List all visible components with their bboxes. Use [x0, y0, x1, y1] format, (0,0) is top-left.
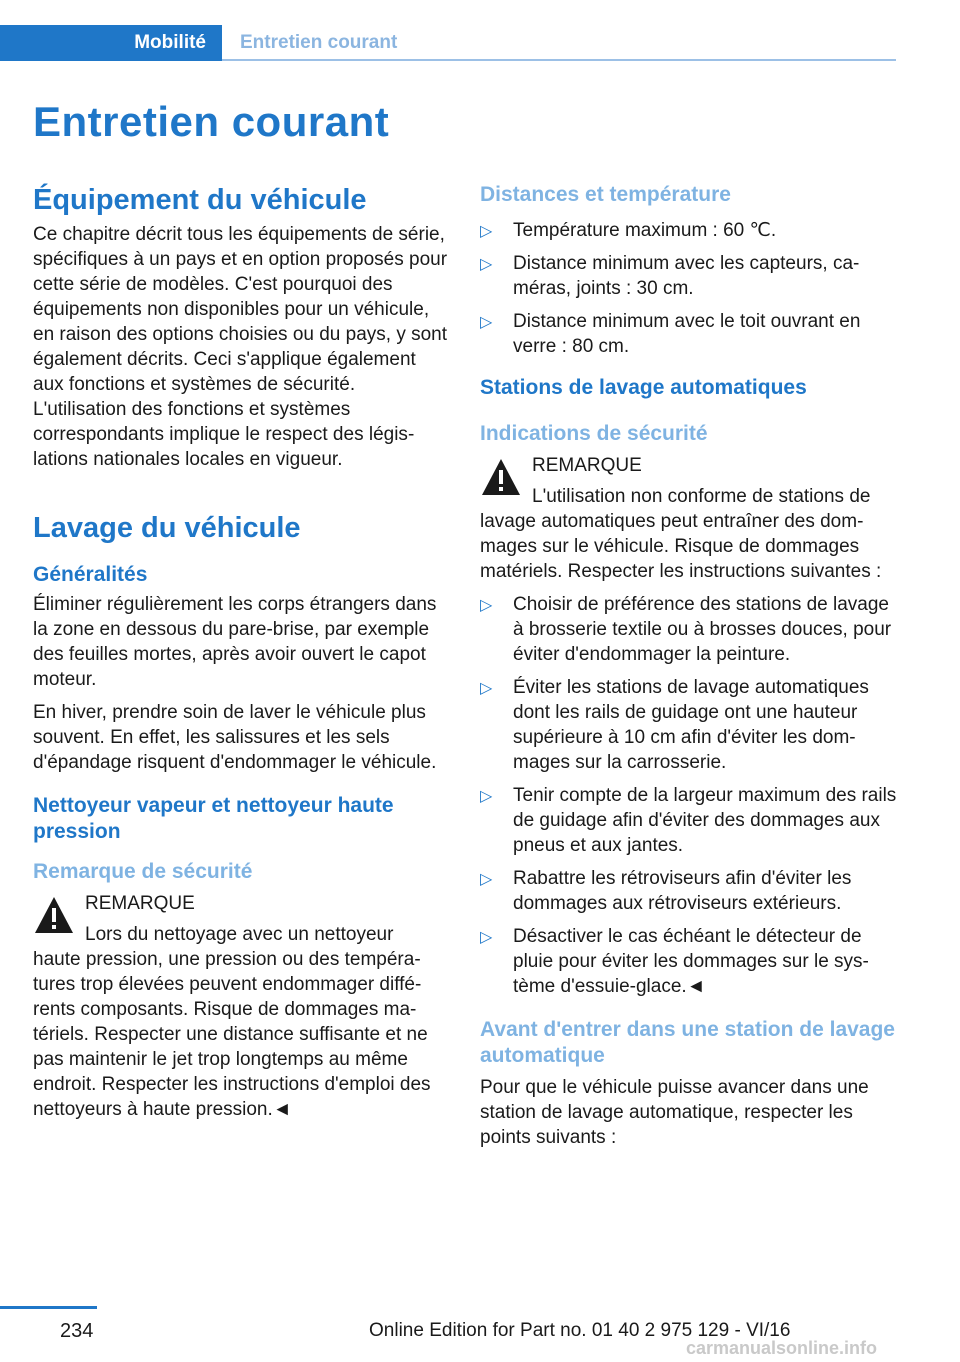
edition-text: Online Edition for Part no. 01 40 2 975 129 - VI/16: [369, 1320, 791, 1341]
header-chapter-tab[interactable]: Entretien courant: [240, 32, 398, 53]
triangle-right-icon: ▷: [480, 871, 493, 888]
triangle-right-icon: ▷: [480, 314, 493, 331]
page-number: 234: [60, 1320, 94, 1342]
triangle-right-icon: ▷: [480, 597, 493, 614]
warning-label: REMARQUE: [532, 455, 642, 476]
footer-divider: [0, 1306, 97, 1309]
triangle-right-icon: ▷: [480, 256, 493, 273]
before-carwash-heading: Avant d'entrer dans une station de lavage automatique: [480, 1018, 895, 1067]
list-item: ▷ Température maximum : 60 ℃.: [480, 218, 898, 243]
washing-heading: Lavage du véhicule: [33, 512, 301, 544]
warning-triangle-icon: [480, 457, 522, 497]
general-paragraph-2: En hiver, prendre soin de laver le véhicule plus souvent. En effet, les salissures et les sels d'épandage risquent d'endommager le véhicule.: [33, 702, 437, 773]
carwash-list: [480, 592, 898, 999]
triangle-right-icon: ▷: [480, 788, 493, 805]
warning-label: REMARQUE: [85, 893, 195, 914]
triangle-right-icon: ▷: [480, 223, 493, 240]
list-item: ▷ Tenir compte de la largeur maximum des rails de guidage afin d'éviter des dommages aux pneus et aux jantes.: [480, 785, 897, 856]
triangle-right-icon: ▷: [480, 680, 493, 697]
header-divider: [222, 59, 896, 61]
warning-text-rest: haute pression, une pression ou des températures trop élevées peuvent endommager différents composants. Risque de dommages matériels. Respecter une distance suffisante et ne pas maintenir le jet trop longtemps au même endroit. Respecter les instructions d'emploi des nettoyeurs à haute pression.◄: [33, 949, 431, 1120]
list-item: ▷ Rabattre les rétroviseurs afin d'éviter les dommages aux rétroviseurs extérieurs.: [480, 868, 852, 914]
warning-triangle-icon: [33, 895, 75, 935]
watermark: carmanualsonline.info: [686, 1338, 878, 1358]
before-carwash-text: Pour que le véhicule puisse avancer dans une station de lavage automatique, respecter les points suivants :: [480, 1077, 869, 1148]
list-item: ▷ Désactiver le cas échéant le détecteur de pluie pour éviter les dommages sur le système d'essuie-glace.◄: [480, 926, 869, 997]
triangle-right-icon: ▷: [480, 929, 493, 946]
distances-heading: Distances et température: [480, 183, 731, 206]
right-column: [480, 182, 898, 1158]
carwash-heading: Stations de lavage automatiques: [480, 376, 807, 399]
warning-box-right: [480, 453, 898, 584]
warning-text-rest: lavage automatiques peut entraîner des dommages sur le véhicule. Risque de dommages matériels. Respecter les instructions suivantes :: [480, 511, 882, 582]
safety-indications-heading: Indications de sécurité: [480, 422, 708, 445]
distances-list: [480, 218, 898, 359]
general-paragraph-1: Éliminer régulièrement les corps étrangers dans la zone en dessous du pare-brise, par exemple des feuilles mortes, après avoir ouvert le capot moteur.: [33, 594, 437, 690]
page-title: Entretien courant: [33, 98, 390, 145]
general-heading: Généralités: [33, 563, 148, 586]
header-section-tab[interactable]: Mobilité: [0, 25, 222, 61]
list-item: ▷ Distance minimum avec les capteurs, caméras, joints : 30 cm.: [480, 253, 860, 299]
steam-cleaner-heading: Nettoyeur vapeur et nettoyeur haute pression: [33, 794, 394, 843]
warning-text: [33, 922, 451, 1122]
left-column: [33, 182, 451, 1130]
safety-note-heading: Remarque de sécurité: [33, 860, 253, 883]
warning-text-first-line: Lors du nettoyage avec un nettoyeur: [85, 924, 394, 945]
warning-text: [480, 484, 898, 584]
warning-text-first-line: L'utilisation non conforme de stations de: [532, 486, 871, 507]
list-item: ▷ Éviter les stations de lavage automatiques dont les rails de guidage ont une hauteur supérieure à 10 cm afin d'éviter les dommages sur la carrosserie.: [480, 677, 869, 773]
header-bar: [0, 25, 896, 63]
equipment-heading: Équipement du véhicule: [33, 184, 367, 216]
list-item: ▷ Choisir de préférence des stations de lavage à brosserie textile ou à brosses douces, pour éviter d'endommager la peinture.: [480, 594, 892, 665]
equipment-text: Ce chapitre décrit tous les équipements de série, spécifiques à un pays et en option proposés pour cette série de modèles. C'est pourquoi des équipements non disponibles pour un véhicule, en raison des options choisies ou du pays, y sont également décrits. Ceci s'applique également aux fonctions et systèmes de sécurité. L'utilisation des fonctions et systèmes correspondants implique le respect des législations nationales locales en vigueur.: [33, 224, 448, 470]
warning-box-left: [33, 891, 451, 1122]
list-item: ▷ Distance minimum avec le toit ouvrant en verre : 80 cm.: [480, 311, 861, 357]
